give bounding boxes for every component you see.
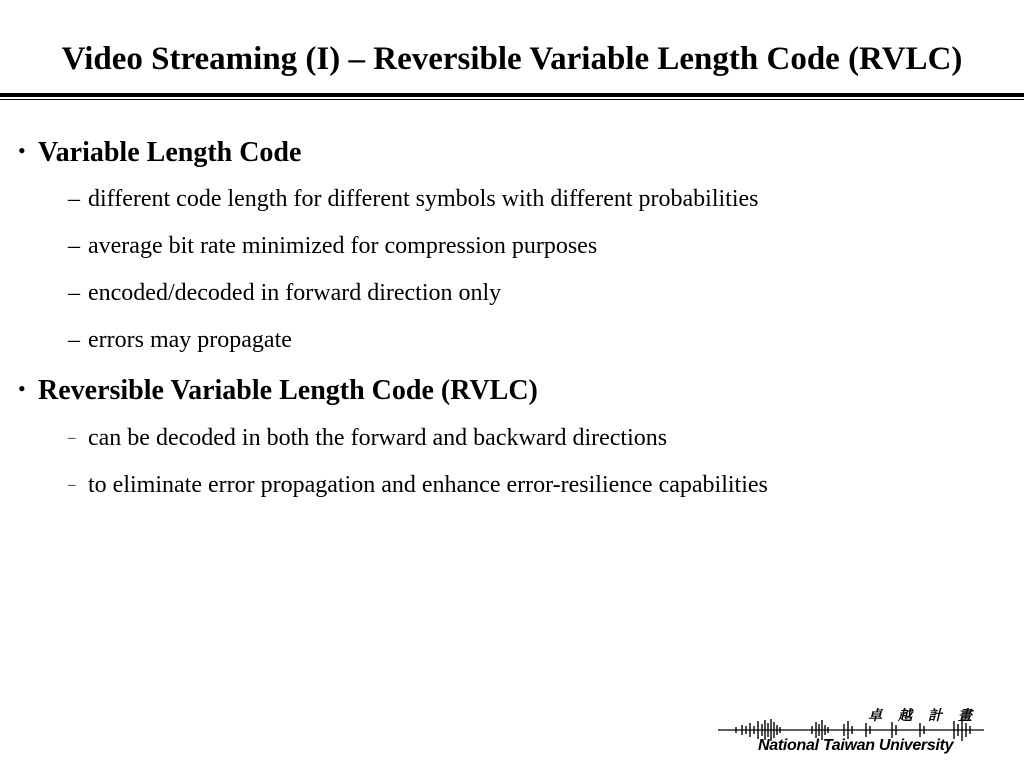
title-rule-thick	[0, 93, 1024, 97]
bullet-marker: •	[18, 376, 26, 401]
dash-marker: –	[68, 477, 76, 493]
bullet-heading-vlc	[18, 133, 301, 171]
sub-item-text: different code length for different symbols with different probabilities	[88, 186, 759, 212]
logo-chinese-text: 卓越計畫	[868, 708, 988, 724]
dash-marker: –	[68, 186, 80, 212]
sub-item-text: average bit rate minimized for compression purposes	[88, 233, 598, 259]
dash-marker: –	[68, 430, 76, 446]
sub-item-text: encoded/decoded in forward direction only	[88, 280, 502, 306]
logo-university-name: National Taiwan University	[758, 737, 954, 754]
slide-title: Video Streaming (I) – Reversible Variable Length Code (RVLC)	[61, 41, 963, 77]
sub-item	[68, 230, 597, 262]
sub-item	[68, 469, 768, 501]
sub-item-text: to eliminate error propagation and enhance error-resilience capabilities	[88, 472, 768, 498]
bullet-marker: •	[18, 138, 26, 163]
university-logo	[716, 703, 996, 763]
sub-item	[68, 277, 501, 309]
bullet-heading-rvlc	[18, 371, 538, 409]
dash-marker: –	[68, 327, 80, 353]
sub-item-text: can be decoded in both the forward and backward directions	[88, 425, 668, 451]
title-rule-thin	[0, 99, 1024, 100]
sub-item	[68, 324, 292, 356]
heading-text: Variable Length Code	[38, 137, 302, 168]
sub-item	[68, 183, 759, 215]
heading-text: Reversible Variable Length Code (RVLC)	[38, 375, 538, 406]
dash-marker: –	[68, 280, 80, 306]
dash-marker: –	[68, 233, 80, 259]
sub-item-text: errors may propagate	[88, 327, 292, 353]
sub-item	[68, 422, 667, 454]
